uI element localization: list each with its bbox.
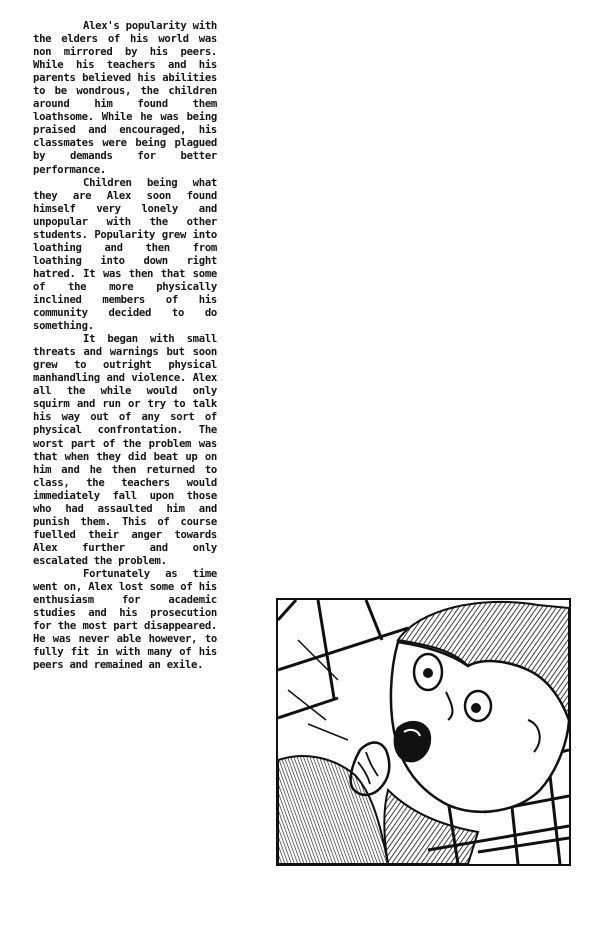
story-paragraph-1: Alex's popularity with the elders of his world was non mirrored by his peers. While his teachers and his parents believed his abilities to be wondrous, the children around him found them loathsome. While he was being praised and encouraged, his classmates were being plagued by demands for better performance.	[33, 20, 217, 176]
story-paragraph-4: Fortunately as time went on, Alex lost some of his enthusiasm for academic studies and his prosecution for the most part disappeared. He was never able however, to fully fit in with many of his peers and remained an exile.	[33, 567, 217, 672]
story-text-column	[33, 20, 217, 672]
mouth	[395, 722, 431, 762]
story-paragraph-3: It began with small threats and warnings but soon grew to outright physical manhandling and violence. Alex all the while would only squirm and run or try to talk his way out of any sort of physical confrontation. The worst part of the problem was that when they did beat up on him and he then returned to class, the teachers would immediately fall upon those who had assaulted him and punish them. This of course fuelled their anger towards Alex further and only escalated the problem.	[33, 333, 217, 567]
comic-panel	[276, 598, 571, 866]
story-paragraph-2: Children being what they are Alex soon found himself very lonely and unpopular with the other students. Popularity grew into loathing and then from loathing into down right hatred. It was then that some of the more physically inclined members of his community decided to do something.	[33, 176, 217, 333]
shouting-boy-icon	[278, 600, 569, 864]
